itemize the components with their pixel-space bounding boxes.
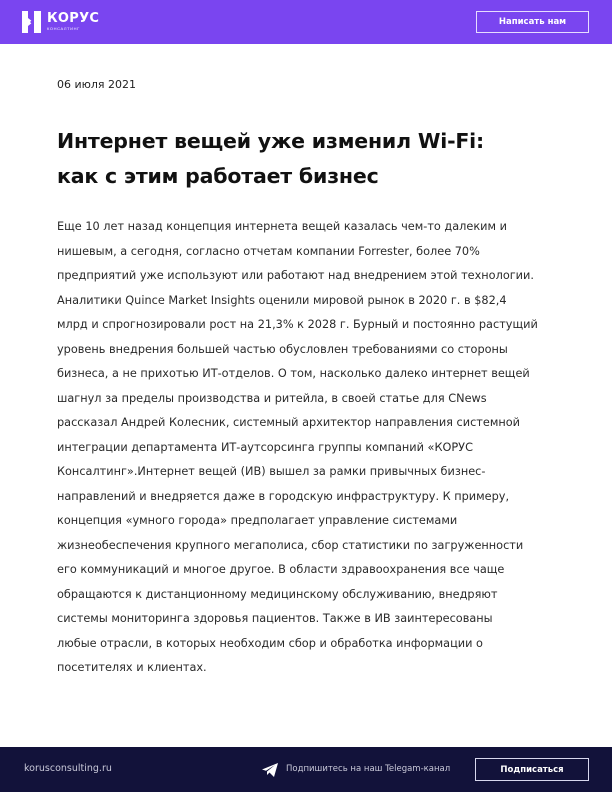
body-line: посетителях и клиентах. (57, 661, 207, 674)
body-line: Аналитики Quince Market Insights оценили мировой рынок в 2020 г. в $82,4 (57, 293, 507, 307)
footer (0, 747, 612, 792)
body-line: рассказал Андрей Колесник, системный архитектор направления системной (57, 416, 521, 429)
top-header (0, 0, 612, 44)
body-line: системы мониторинга здоровья пациентов. Также в ИВ заинтересованы (57, 612, 493, 625)
logo-title: КОРУС (47, 11, 100, 26)
body-line: жизнеобеспечения крупного мегаполиса, сбор статистики по загруженности (57, 538, 524, 552)
article-body (57, 215, 567, 681)
body-line: Консалтинг».Интернет вещей (ИВ) вышел за рамки привычных бизнес- (57, 465, 486, 478)
article-title (57, 124, 557, 194)
article-title-line: Интернет вещей уже изменил Wi-Fi: (57, 129, 485, 153)
korus-logo-icon (22, 11, 41, 33)
telegram-paper-plane-icon[interactable] (262, 763, 278, 777)
body-line: предприятий уже используют или работают над внедрением этой технологии. (57, 269, 534, 282)
article-date: 06 июля 2021 (57, 78, 137, 91)
body-line: любые отрасли, в которых необходим сбор и обработка информации о (57, 636, 483, 650)
logo-subtitle: КОНСАЛТИНГ (47, 26, 80, 31)
subscribe-button[interactable]: Подписаться (475, 758, 589, 781)
body-line: обращаются к дистанционному медицинскому обслуживанию, внедряют (57, 587, 498, 601)
telegram-subscribe-text[interactable]: Подпишитесь на наш Telegam-канал (286, 764, 451, 774)
body-line: млрд и спрогнозировали рост на 21,3% к 2028 г. Бурный и постоянно растущий (57, 318, 538, 331)
body-line: его коммуникаций и многое другое. В области здравоохранения все чаще (57, 563, 505, 576)
body-line: интеграции департамента ИТ-аутсорсинга группы компаний «КОРУС (57, 440, 473, 454)
body-line: концепция «умного города» предполагает управление системами (57, 514, 458, 527)
korus-logo[interactable] (22, 10, 99, 34)
body-line: бизнеса, а не прихотью ИТ-отделов. О том, насколько далеко интернет вещей (57, 367, 530, 380)
footer-site-link[interactable]: korusconsulting.ru (24, 763, 112, 774)
article-title-line: как с этим работает бизнес (57, 164, 379, 188)
body-line: уровень внедрения большей частью обусловлен требованиями со стороны (57, 342, 508, 356)
body-line: нишевым, а сегодня, согласно отчетам компании Forrester, более 70% (57, 244, 480, 258)
write-to-us-button[interactable]: Написать нам (476, 11, 589, 33)
body-line: шагнул за пределы производства и ритейла, в своей статье для CNews (57, 391, 487, 405)
body-line: Еще 10 лет назад концепция интернета вещей казалась чем-то далеким и (57, 220, 507, 233)
body-line: направлений и внедряется даже в городскую инфраструктуру. К примеру, (57, 489, 510, 503)
